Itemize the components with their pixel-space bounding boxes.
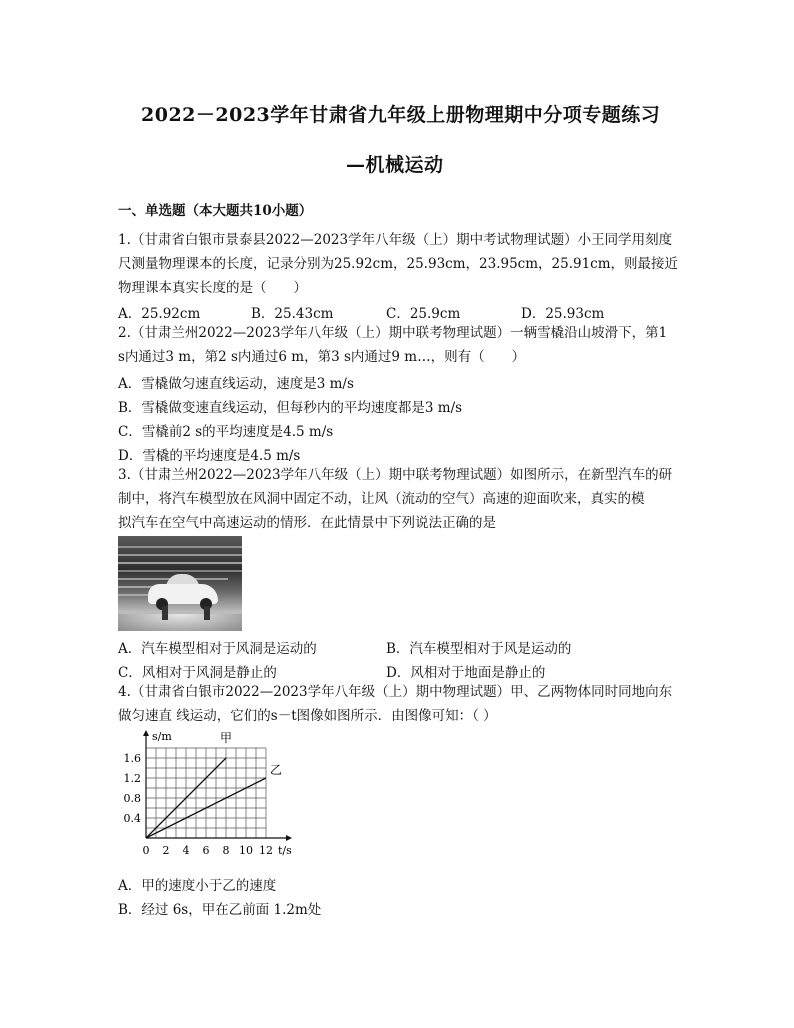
y-tick-label: 1.2 <box>123 772 141 785</box>
doc-title-line2: —机械运动 <box>346 154 444 176</box>
q3-option-b: B．汽车模型相对于风是运动的 <box>386 641 572 657</box>
x-tick-label: 0 <box>142 844 150 857</box>
q3-line2: 制中，将汽车模型放在风洞中固定不动，让风（流动的空气）高速的迎面吹来，真实的模 <box>118 491 645 507</box>
q2-line1: 2.（甘肃兰州2022—2023学年八年级（上）期中联考物理试题）一辆雪橇沿山坡滑下，第1 <box>118 325 668 341</box>
x-tick-label: 4 <box>182 844 190 857</box>
x-tick-label: 6 <box>202 844 210 857</box>
series-label: 乙 <box>270 763 283 777</box>
q1-option-b: B．25.43cm <box>251 306 334 322</box>
q3-option-a: A．汽车模型相对于风洞是运动的 <box>118 641 317 657</box>
series-label: 甲 <box>220 731 233 745</box>
y-axis-arrow <box>143 730 149 736</box>
y-tick-label: 1.6 <box>123 752 141 765</box>
q2-option-d: D．雪橇的平均速度是4.5 m/s <box>118 448 301 464</box>
section-header: 一、单选题（本大题共10小题） <box>118 203 313 219</box>
y-tick-label: 0.4 <box>123 812 141 825</box>
q1-option-a: A．25.92cm <box>118 306 201 322</box>
q3-line3: 拟汽车在空气中高速运动的情形．在此情景中下列说法正确的是 <box>118 515 496 531</box>
y-axis-label: s/m <box>152 730 172 743</box>
q2-line2: s内通过3 m，第2 s内通过6 m，第3 s内通过9 m…，则有（ ） <box>118 349 526 365</box>
wind-tunnel-car-photo <box>118 536 242 631</box>
x-tick-label: 2 <box>162 844 170 857</box>
x-tick-label: 10 <box>239 844 253 857</box>
q3-line1: 3.（甘肃兰州2022—2023学年八年级（上）期中联考物理试题）如图所示，在新型汽车的研 <box>118 467 673 483</box>
doc-title-line1: 2022－2023学年甘肃省九年级上册物理期中分项专题练习 <box>141 104 661 126</box>
q4-option-a: A．甲的速度小于乙的速度 <box>118 878 277 894</box>
q1-line2: 尺测量物理课本的长度，记录分别为25.92cm，25.93cm，23.95cm，25.91cm，则最接近 <box>118 256 679 272</box>
q3-option-d: D．风相对于地面是静止的 <box>386 665 546 681</box>
x-tick-label: 8 <box>222 844 230 857</box>
q2-option-b: B．雪橇做变速直线运动，但每秒内的平均速度都是3 m/s <box>118 400 463 416</box>
x-axis-arrow <box>286 835 292 841</box>
q4-line1: 4.（甘肃省白银市2022—2023学年八年级（上）期中物理试题）甲、乙两物体同时同地向东 <box>118 684 673 700</box>
x-axis-label: t/s <box>278 844 292 857</box>
q3-option-c: C．风相对于风洞是静止的 <box>118 665 277 681</box>
q1-option-c: C．25.9cm <box>386 306 461 322</box>
q1-option-d: D．25.93cm <box>521 306 605 322</box>
s-t-chart <box>118 730 308 865</box>
q2-option-a: A．雪橇做匀速直线运动，速度是3 m/s <box>118 376 354 392</box>
q1-line1: 1.（甘肃省白银市景泰县2022—2023学年八年级（上）期中考试物理试题）小王同学用刻度 <box>118 232 673 248</box>
y-tick-label: 0.8 <box>123 792 141 805</box>
q4-line2: 做匀速直 线运动，它们的s－t图像如图所示．由图像可知：（ ） <box>118 708 497 724</box>
x-tick-label: 12 <box>259 844 273 857</box>
q4-option-b: B．经过 6s，甲在乙前面 1.2m处 <box>118 902 322 918</box>
q2-option-c: C．雪橇前2 s的平均速度是4.5 m/s <box>118 424 334 440</box>
q1-line3: 物理课本真实长度的是（ ） <box>118 280 307 296</box>
